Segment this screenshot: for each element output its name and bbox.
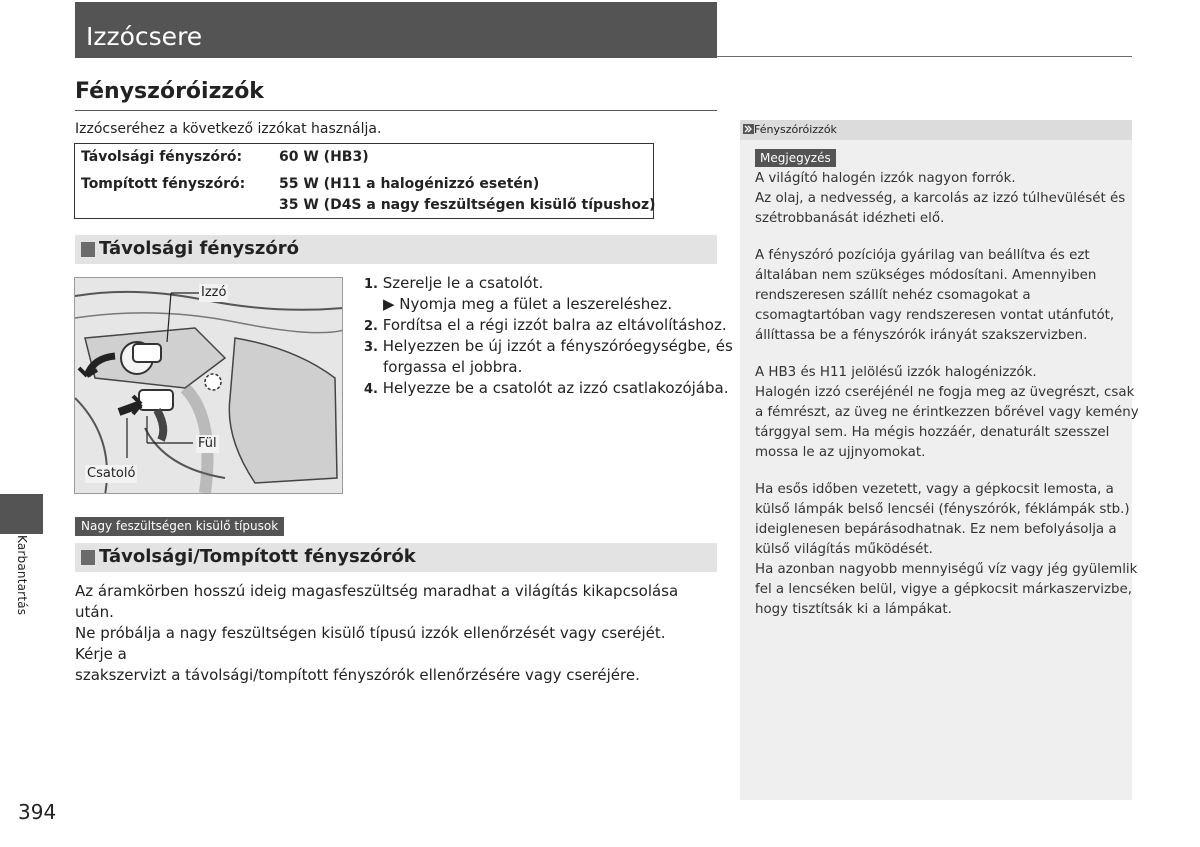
chapter-side-label: Karbantartás (15, 535, 29, 616)
step-continuation: forgassa el jobbra. (383, 358, 523, 376)
header-rule (717, 56, 1132, 57)
subsection-high-beam-header (75, 235, 717, 264)
sidebar-paragraph: A HB3 és H11 jelölésű izzók halogénizzók. Halogén izzó cseréjénél ne fogja meg az üvegrészt, csak a fémrészt, az üveg ne érintkezzen bőrével vagy kemény tárggyal sem. Ha mégis hozzáér, denaturált szesszel mossa le az ujjnyomokat. (755, 365, 1139, 460)
double-arrow-icon (743, 124, 754, 134)
section-rule (75, 110, 717, 111)
step-item: 2. Fordítsa el a régi izzót balra az eltávolításhoz. (364, 316, 727, 334)
subsection-high-low-beam-header (75, 543, 717, 572)
hv-warning-paragraph (75, 581, 705, 686)
step-note: ▶ Nyomja meg a fület a leszereléshez. (383, 295, 673, 313)
note-badge: Megjegyzés (755, 149, 836, 167)
step-item: 4. Helyezze be a csatolót az izzó csatlakozójába. (364, 379, 729, 397)
spec-label: Távolsági fényszóró: (81, 149, 243, 165)
chapter-side-tab (0, 494, 43, 534)
square-bullet-icon (81, 242, 95, 257)
engine-bay-drawing (75, 278, 343, 494)
spec-label: Tompított fényszóró: (81, 176, 246, 192)
figure-label-bulb: Izzó (201, 285, 227, 300)
spec-value: 60 W (HB3) (279, 149, 369, 165)
sidebar-paragraph: A világító halogén izzók nagyon forrók. Az olaj, a nedvesség, a karcolás az izzó túlhevülését és szétrobbanását idézheti elő. (755, 171, 1126, 226)
sidebar-paragraph: A fényszóró pozíciója gyárilag van beállítva és ezt általában nem szükséges módosítani. Amennyiben rendszeresen szállít nehéz csomagokat a csomagtartóban vagy rendszeresen vontat utánfutót, állíttassa be a fényszórók irányát szakszervizben. (755, 248, 1115, 343)
spec-value: 35 W (D4S a nagy feszültségen kisülő típushoz) (279, 197, 656, 213)
section-intro: Izzócseréhez a következő izzókat használja. (75, 121, 382, 137)
sidebar-paragraph: Ha esős időben vezetett, vagy a gépkocsit lemosta, a külső lámpák belső lencséi (fényszórók, féklámpák stb.) ideiglenesen bepárásodhatnak. Ez nem befolyásolja a külső világítás működését. Ha azonban nagyobb mennyiségű víz vagy jég gyülemlik fel a lencséken belül, vigye a gépkocsit márkaszervizbe, hogy tisztítsák ki a lámpákat. (755, 482, 1138, 617)
sidebar-head (743, 122, 837, 138)
subsection-title: Távolsági fényszóró (99, 238, 299, 259)
spec-value: 55 W (H11 a halogénizzó esetén) (279, 176, 540, 192)
figure-label-connector: Csatoló (87, 466, 136, 481)
headlight-bulb-illustration (74, 277, 343, 494)
step-item: 3. Helyezzen be új izzót a fényszóróegységbe, és (364, 337, 733, 355)
paragraph-line: Ne próbálja a nagy feszültségen kisülő típusú izzók ellenőrzését vagy cseréjét. Kérje a (75, 624, 666, 663)
chapter-title: Izzócsere (86, 22, 203, 51)
bulb-spec-table (74, 143, 654, 219)
paragraph-line: szakszervizt a távolsági/tompított fényszórók ellenőrzésére vagy cseréjére. (75, 666, 640, 684)
step-item: 1. Szerelje le a csatolót. (364, 274, 544, 292)
square-bullet-icon (81, 550, 95, 565)
hv-type-badge: Nagy feszültségen kisülő típusok (75, 517, 284, 536)
section-title: Fényszóróizzók (75, 79, 264, 104)
figure-label-tab: Fül (198, 436, 217, 451)
sidebar-head-label: Fényszóróizzók (754, 123, 837, 136)
subsection-title: Távolsági/Tompított fényszórók (99, 546, 416, 567)
page-number: 394 (18, 800, 57, 824)
paragraph-line: Az áramkörben hosszú ideig magasfeszültség maradhat a világítás kikapcsolása után. (75, 582, 679, 621)
